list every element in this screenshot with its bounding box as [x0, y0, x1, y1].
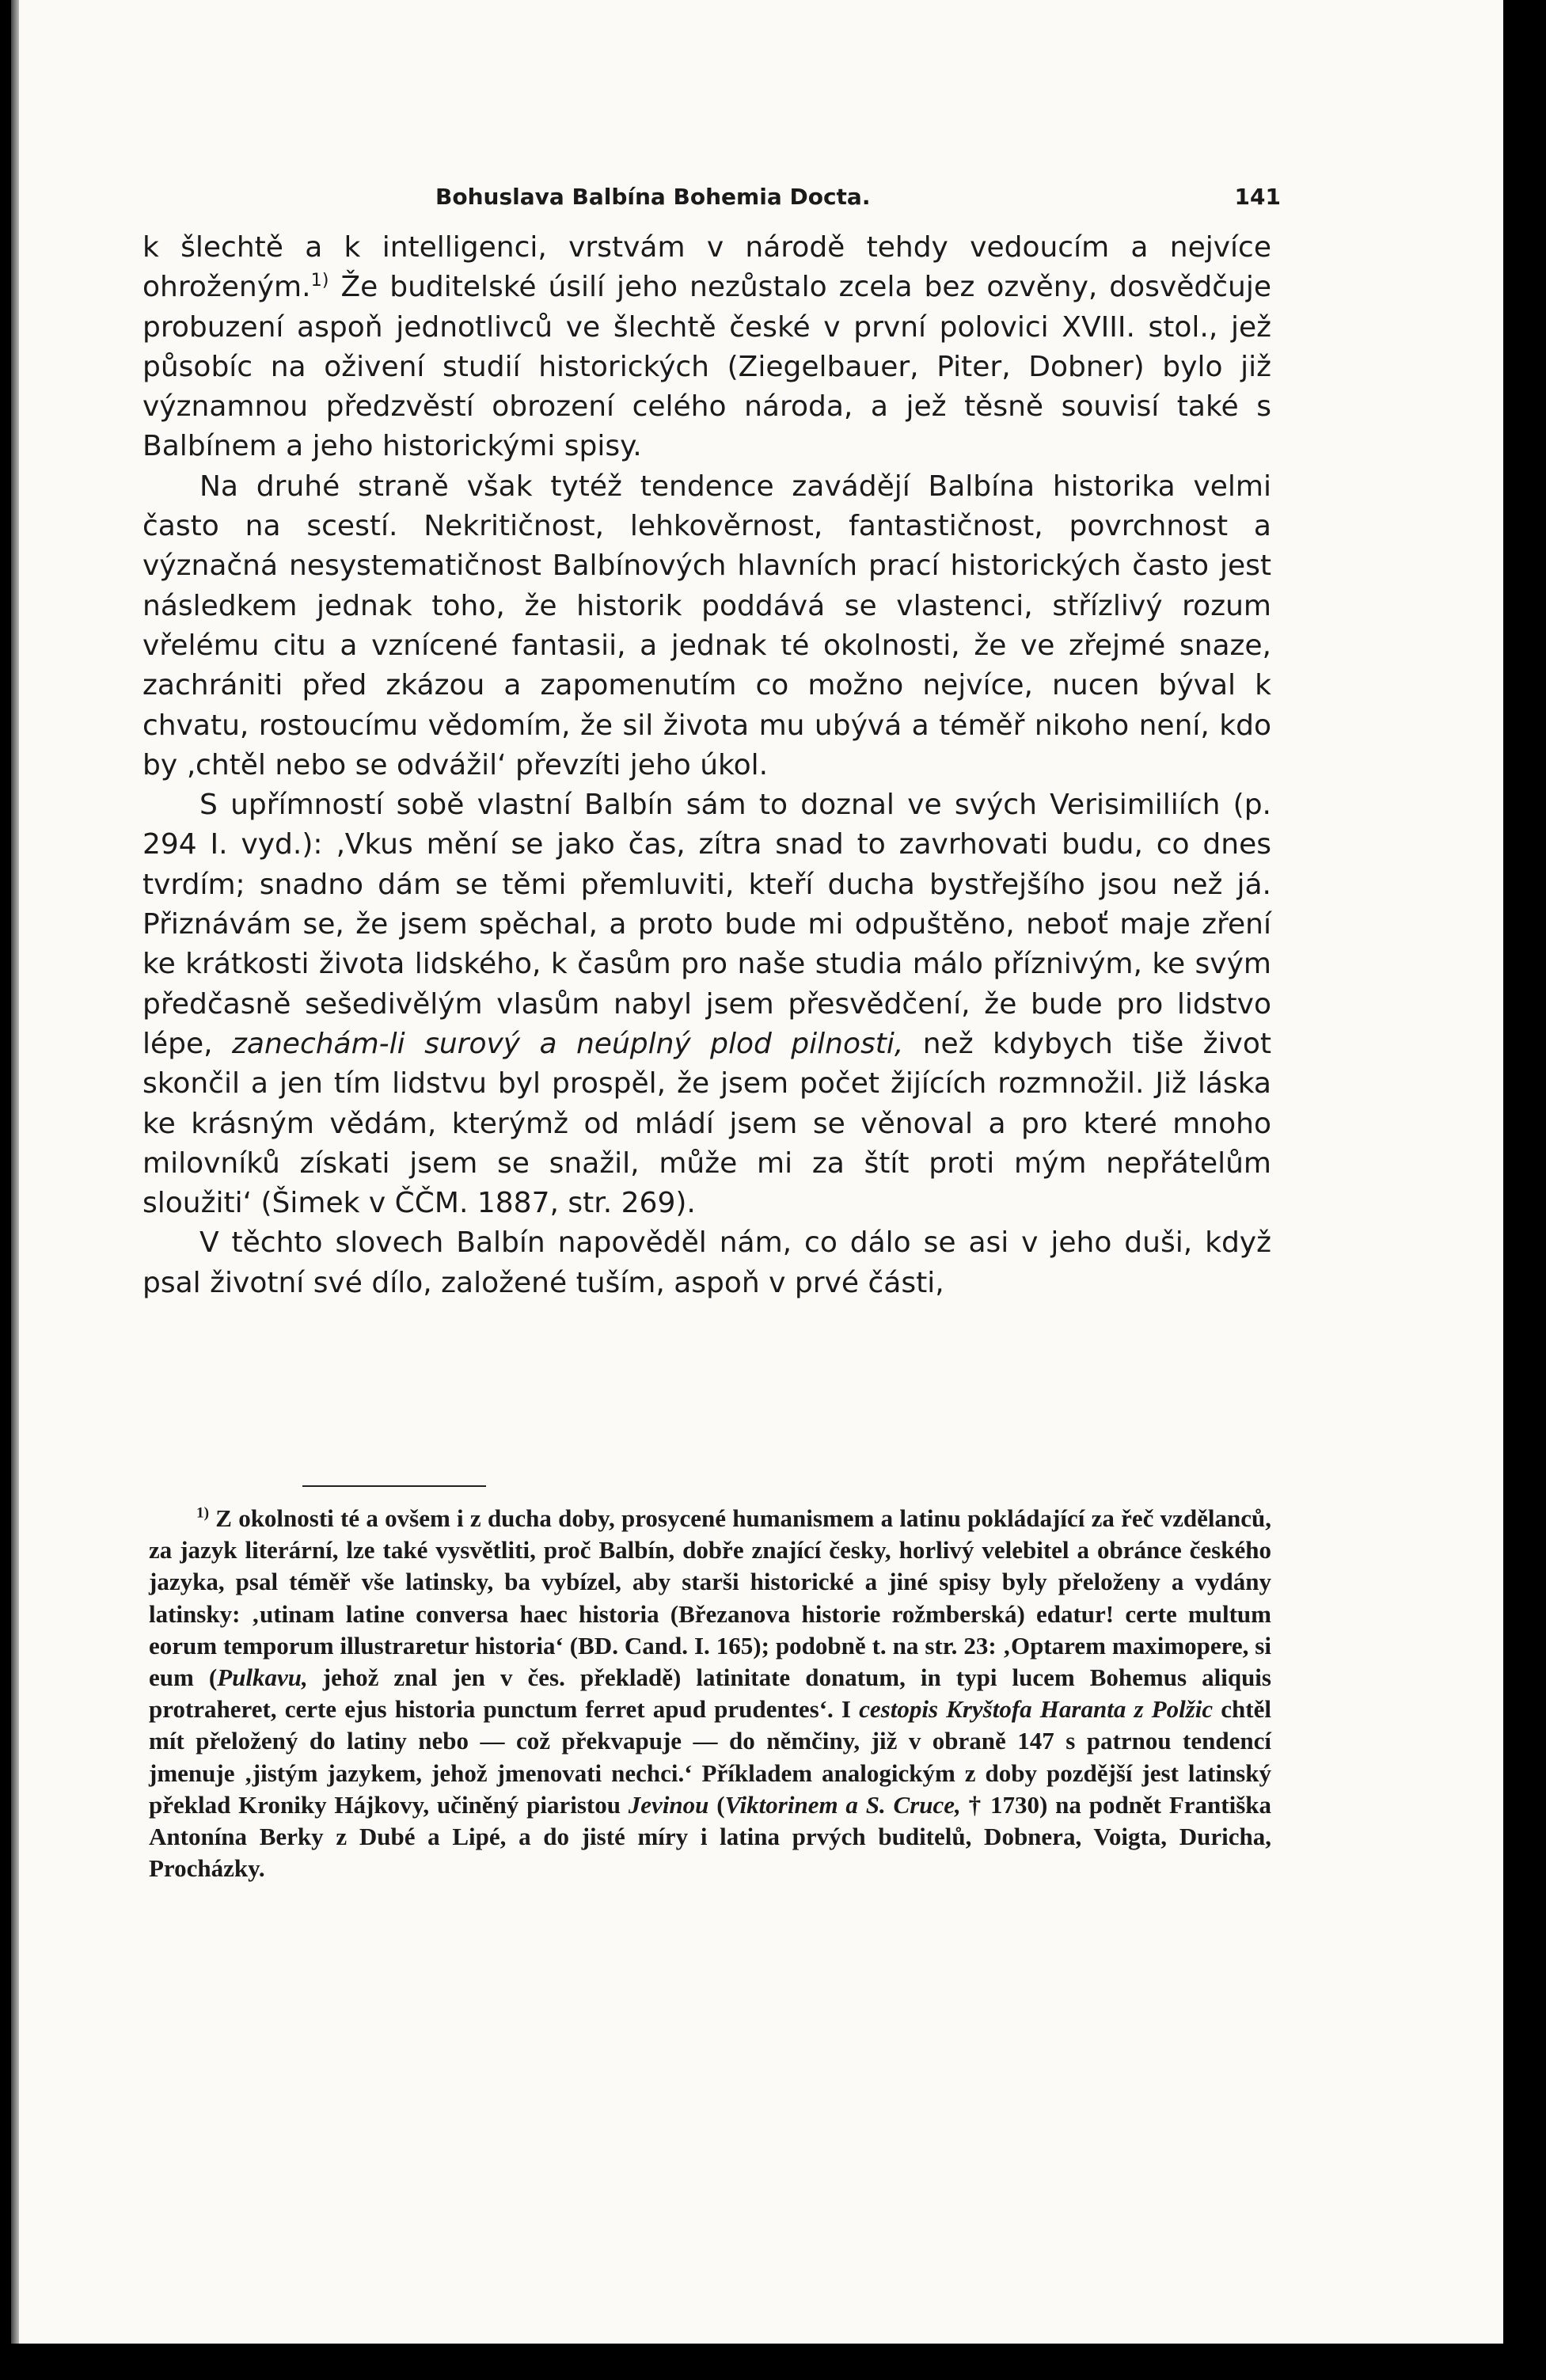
paragraph-3-part-a: S upřímností sobě vlastní Balbín sám to doznal ve svých Verisimiliích (p. 294 I. vyd.): ‚Vkus mění se jako čas, zítra snad to zavrhovati budu, co dnes tvrdím; snadno dám se těmi přemluviti, kteří ducha bystřejšího jsou než já. Přiznávám se, že jsem spěchal, a proto bude mi odpuštěno, neboť maje zření ke krátkosti života lidského, k časům pro naše studia málo příznivým, ke svým předčasně sešedivělým vlasům nabyl jsem přesvědčení, že bude pro lidstvo lépe, — [142, 789, 1271, 1060]
page-edge-shadow — [11, 0, 19, 2344]
running-title: Bohuslava Balbína Bohemia Docta. — [435, 184, 871, 210]
footnote-reference: 1) — [310, 270, 329, 291]
footnote-italic-4: Viktorinem a S. Cruce, — [724, 1790, 961, 1819]
footnote-italic-3: Jevinou — [628, 1790, 709, 1819]
paragraph-1-part-a: k šlechtě a k intelligenci, vrstvám v národě tehdy vedoucím a nejvíce ohroženým. — [142, 231, 1271, 304]
footnote-text-2: jehož znal jen v čes. překladě) latinitate donatum, in typi lucem Bohemus aliquis protraheret, certe ejus historia punctum ferret apud prudentes‘. I — [149, 1663, 1271, 1724]
page-header — [119, 184, 1281, 219]
paragraph-3-italic-quote: zanechám-li surový a neúplný plod pilnosti, — [232, 1027, 904, 1060]
footnote-marker: 1) — [196, 1504, 209, 1522]
paragraph-3-part-b: než kdybych tiše život skončil a jen tím lidstvu byl prospěl, že jsem počet žijících rozmnožil. Již láska ke krásným vědám, kterýmž od mládí jsem se věnoval a pro které mnoho milovníků získati jsem se snažil, může mi za štít proti mým nepřátelům sloužiti‘ (Šimek v ČČM. 1887, str. 269). — [142, 1027, 1271, 1220]
footnote — [149, 1503, 1271, 1884]
main-text — [142, 228, 1271, 1303]
footnote-italic-2: cestopis Kryštofa Haranta z Polžic — [859, 1695, 1214, 1724]
footnote-text-5: † 1730) na podnět Františka Antonína Berky z Dubé a Lipé, a do jisté míry i latina prvých buditelů, Dobnera, Voigta, Duricha, Procházky. — [149, 1790, 1272, 1883]
paragraph-3 — [142, 785, 1271, 1223]
footnote-text-4: ( — [708, 1790, 725, 1819]
footnote-italic-1: Pulkavu, — [217, 1663, 308, 1692]
paragraph-1-part-b: Že buditelské úsilí jeho nezůstalo zcela bez ozvěny, dosvědčuje probuzení aspoň jednotlivců ve šlechtě české v první polovici XVIII. stol., jež působíc na oživení studií historických (Ziegelbauer, Piter, Dobner) bylo již významnou předzvěstí obrození celého národa, a jež těsně souvisí také s Balbínem a jeho historickými spisy. — [142, 271, 1271, 463]
footnote-text-3: chtěl mít přeložený do latiny nebo — což překvapuje — do němčiny, již v obraně 147 s patrnou tendencí jmenuje ‚jistým jazykem, jehož jmenovati nechci.‘ Příkladem analogickým z doby pozdější jest latinský překlad Kroniky Hájkovy, učiněný piaristou — [149, 1695, 1271, 1819]
paragraph-1 — [142, 228, 1271, 467]
footnote-divider — [302, 1485, 486, 1487]
paragraph-2: Na druhé straně však tytéž tendence zavádějí Balbína historika velmi často na scestí. Nekritičnost, lehkověrnost, fantastičnost, povrchnost a význačná nesystematičnost Balbínových hlavních prací historických často jest následkem jednak toho, že historik poddává se vlastenci, střízlivý rozum vřelému citu a vznícené fantasii, a jednak té okolnosti, že ve zřejmé snaze, zachrániti před zkázou a zapomenutím co možno nejvíce, nucen býval k chvatu, rostoucímu vědomím, že sil života mu ubývá a téměř nikoho není, kdo by ‚chtěl nebo se odvážil‘ převzíti jeho úkol. — [142, 470, 1271, 781]
footnote-text-1: Z okolnosti té a ovšem i z ducha doby, prosycené humanismem a latinu pokládající za řeč vzdělanců, za jazyk literární, lze také vysvětliti, proč Balbín, dobře znající česky, horlivý velebitel a obránce českého jazyka, psal téměř vše latinsky, ba vybízel, aby starši historické a jiné spisy byly přeloženy a vydány latinsky: ‚utinam latine conversa haec historia (Březanova historie rožmberská) edatur! certe multum eorum temporum illustraretur historia‘ (BD. Cand. I. 165); podobně t. na str. 23: ‚Optarem maximopere, si eum ( — [149, 1504, 1271, 1692]
page-number: 141 — [1234, 184, 1281, 210]
paragraph-4: V těchto slovech Balbín napověděl nám, co dálo se asi v jeho duši, když psal životní své dílo, založené tuším, aspoň v prvé části, — [142, 1226, 1271, 1299]
